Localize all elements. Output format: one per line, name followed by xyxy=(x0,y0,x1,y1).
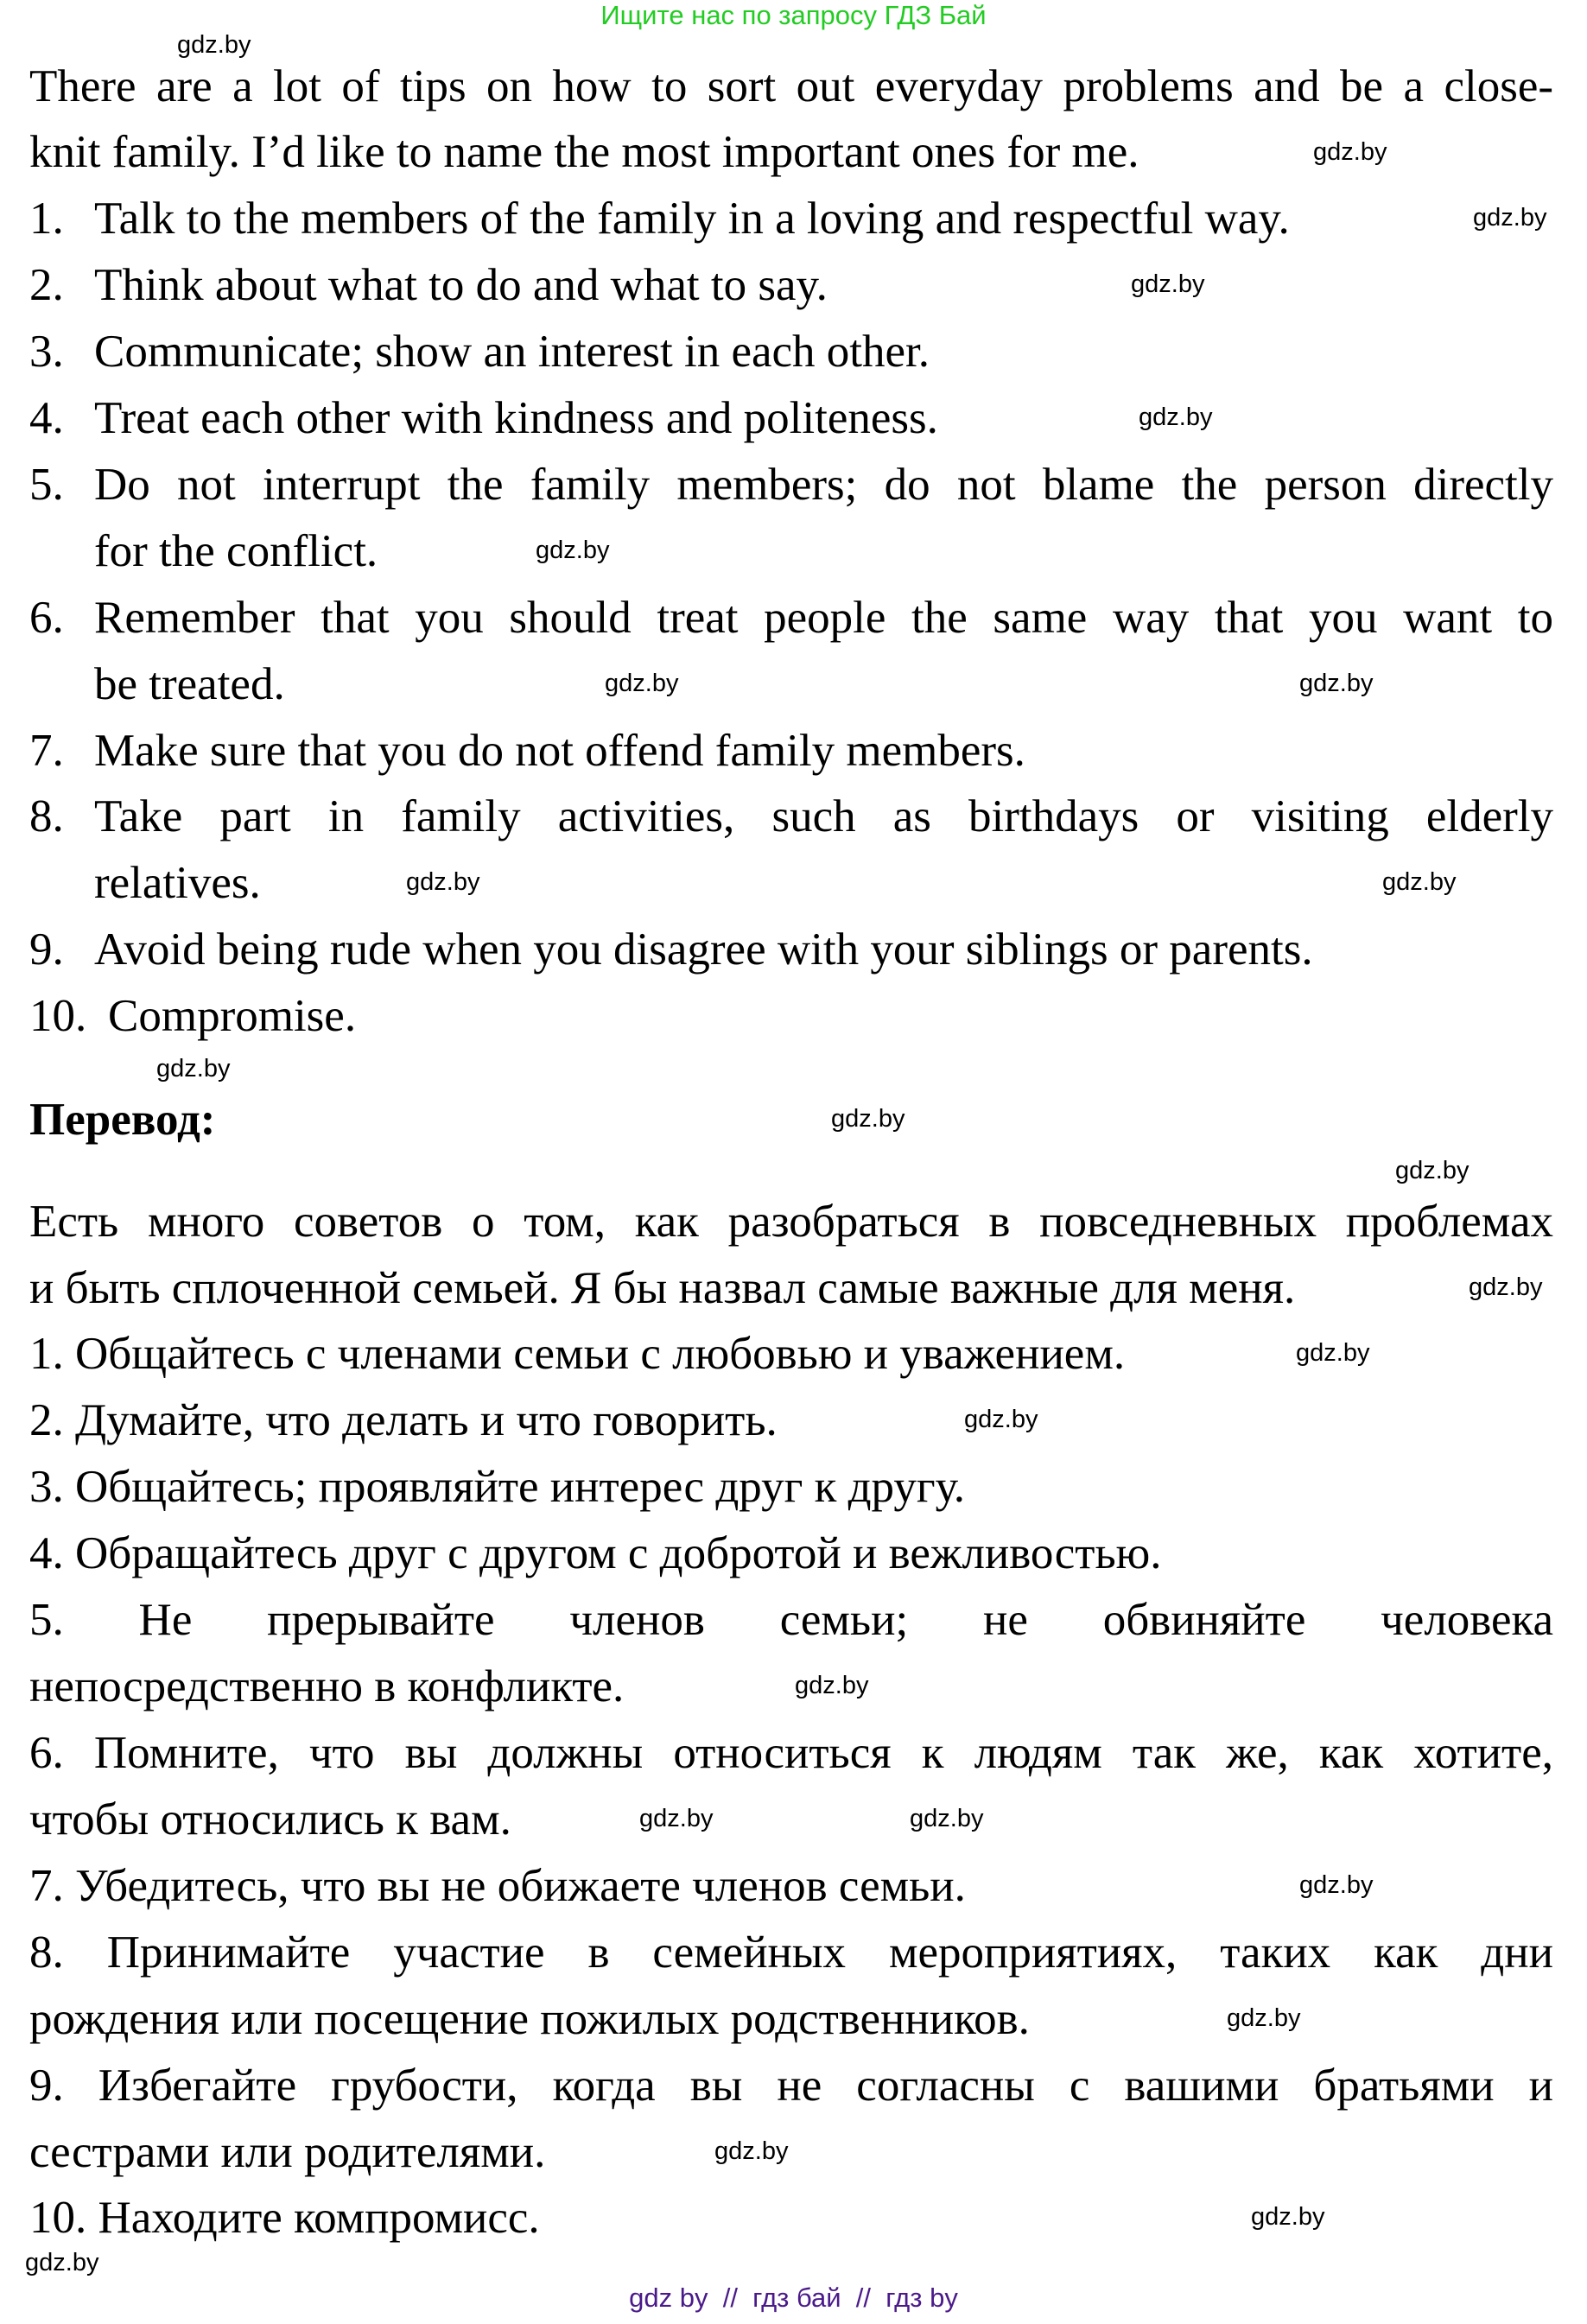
list-item: Do not interrupt the family members; do not blame the person directly xyxy=(94,460,1553,510)
watermark: gdz.by xyxy=(1299,1871,1374,1899)
list-item: Treat each other with kindness and politeness. xyxy=(94,393,938,443)
header-banner[interactable]: Ищите нас по запросу ГДЗ Бай xyxy=(600,0,987,30)
list-item-cont: for the conflict. xyxy=(94,526,378,576)
list-number: 8. xyxy=(29,791,64,841)
list-number: 9. xyxy=(29,924,64,975)
watermark: gdz.by xyxy=(1313,138,1387,166)
list-item: Think about what to do and what to say. xyxy=(94,260,828,310)
ru-line: чтобы относились к вам. xyxy=(29,1794,511,1845)
ru-line: рождения или посещение пожилых родственников. xyxy=(29,1994,1030,2044)
watermark: gdz.by xyxy=(1227,2004,1301,2032)
watermark: gdz.by xyxy=(1469,1273,1543,1301)
ru-line: 6. Помните, что вы должны относиться к людям так же, как хотите, xyxy=(29,1728,1553,1778)
ru-line: и быть сплоченной семьей. Я бы назвал самые важные для меня. xyxy=(29,1263,1296,1313)
list-number: 7. xyxy=(29,726,64,776)
intro-line: knit family. I’d like to name the most important ones for me. xyxy=(29,127,1139,177)
watermark: gdz.by xyxy=(1382,868,1457,896)
ru-line: 7. Убедитесь, что вы не обижаете членов семьи. xyxy=(29,1861,966,1911)
list-number: 10. xyxy=(29,991,87,1041)
watermark: gdz.by xyxy=(910,1805,984,1832)
watermark: gdz.by xyxy=(1473,204,1547,232)
ru-line: 3. Общайтесь; проявляйте интерес друг к другу. xyxy=(29,1462,966,1512)
watermark: gdz.by xyxy=(831,1105,905,1133)
watermark: gdz.by xyxy=(25,2249,99,2276)
watermark: gdz.by xyxy=(1251,2203,1325,2231)
watermark: gdz.by xyxy=(1299,670,1374,697)
list-number: 3. xyxy=(29,327,64,377)
list-number: 4. xyxy=(29,393,64,443)
watermark: gdz.by xyxy=(406,868,480,896)
watermark: gdz.by xyxy=(1395,1157,1470,1184)
list-item-cont: relatives. xyxy=(94,858,261,908)
ru-line: 4. Обращайтесь друг с другом с добротой и вежливостью. xyxy=(29,1528,1162,1578)
list-number: 5. xyxy=(29,460,64,510)
list-item: Avoid being rude when you disagree with your siblings or parents. xyxy=(94,924,1313,975)
ru-line: Есть много советов о том, как разобраться в повседневных проблемах xyxy=(29,1197,1553,1247)
ru-line: 5. Не прерывайте членов семьи; не обвиняйте человека xyxy=(29,1595,1553,1645)
watermark: gdz.by xyxy=(639,1805,714,1832)
watermark: gdz.by xyxy=(605,670,679,697)
watermark: gdz.by xyxy=(536,537,610,564)
watermark: gdz.by xyxy=(1139,403,1213,431)
watermark: gdz.by xyxy=(156,1055,231,1083)
ru-line: 10. Находите компромисс. xyxy=(29,2193,540,2243)
list-item: Take part in family activities, such as birthdays or visiting elderly xyxy=(94,791,1553,841)
list-number: 1. xyxy=(29,194,64,244)
watermark: gdz.by xyxy=(177,31,251,59)
list-number: 2. xyxy=(29,260,64,310)
ru-line: 9. Избегайте грубости, когда вы не согласны с вашими братьями и xyxy=(29,2060,1553,2111)
footer-links[interactable]: gdz by // гдз бай // гдз by xyxy=(629,2283,958,2313)
intro-line: There are a lot of tips on how to sort out everyday problems and be a close- xyxy=(29,61,1553,111)
watermark: gdz.by xyxy=(795,1672,869,1699)
ru-line: 8. Принимайте участие в семейных мероприятиях, таких как дни xyxy=(29,1927,1553,1978)
list-item-cont: be treated. xyxy=(94,659,285,709)
translation-heading: Перевод: xyxy=(29,1095,216,1145)
watermark: gdz.by xyxy=(964,1406,1038,1433)
watermark: gdz.by xyxy=(1296,1339,1370,1367)
list-item: Talk to the members of the family in a loving and respectful way. xyxy=(94,194,1290,244)
list-number: 6. xyxy=(29,593,64,643)
ru-line: сестрами или родителями. xyxy=(29,2127,546,2177)
ru-line: 2. Думайте, что делать и что говорить. xyxy=(29,1395,778,1445)
watermark: gdz.by xyxy=(714,2137,789,2165)
watermark: gdz.by xyxy=(1131,270,1205,298)
list-item: Communicate; show an interest in each other. xyxy=(94,327,930,377)
ru-line: 1. Общайтесь с членами семьи с любовью и уважением. xyxy=(29,1329,1126,1379)
list-item: Remember that you should treat people the same way that you want to xyxy=(94,593,1553,643)
list-item: Make sure that you do not offend family members. xyxy=(94,726,1025,776)
ru-line: непосредственно в конфликте. xyxy=(29,1661,625,1711)
list-item: Compromise. xyxy=(108,991,357,1041)
